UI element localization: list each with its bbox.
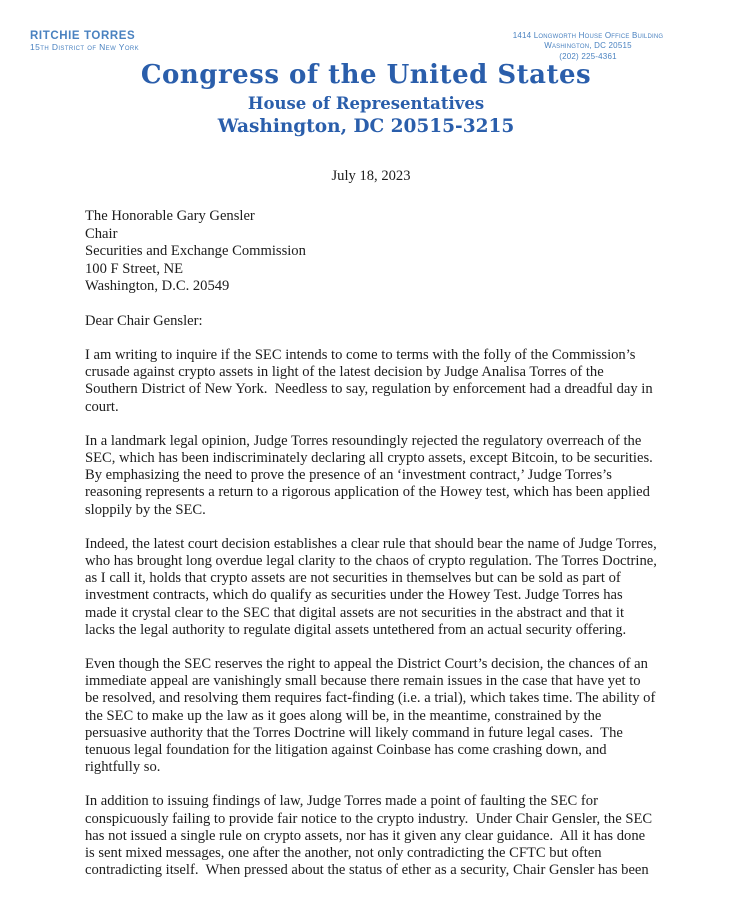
office-phone: (202) 225-4361: [559, 51, 617, 61]
body-paragraph-4: Even though the SEC reserves the right to appeal the District Court’s decision, the chances of an immediate appeal are vanishingly small because there remain issues in the case that have yet to be resolved, and resolving them requires fact-finding (i.e. a trial), which takes time. The ability of the SEC to make up the law as it goes along will be, in the meantime, constrained by the persuasive authority that the Torres Doctrine will likely command in future legal cases. The tenuous legal foundation for the litigation against Coinbase has come crashing down, and rightfully so.: [85, 655, 659, 776]
recipient-street: 100 F Street, NE: [85, 260, 184, 277]
sender-district: 15th District of New York: [30, 42, 140, 53]
recipient-block: [85, 208, 657, 296]
letterhead-subtitle: House of Representatives: [247, 94, 485, 113]
body-paragraph-5: In addition to issuing findings of law, Judge Torres made a point of faulting the SEC for conspicuously failing to provide fair notice to the crypto industry. Under Chair Gensler, the SEC has not issued a single rule on crypto assets, nor has it given any clear guidance. All it has done is sent mixed messages, one after the another, not only contradicting the CFTC but often contradicting itself. When pressed about the status of ether as a security, Chair Gensler has been: [85, 793, 656, 879]
recipient-name: The Honorable Gary Gensler: [85, 208, 255, 225]
office-address-line2: Washington, DC 20515: [544, 41, 632, 51]
body-paragraph-2: In a landmark legal opinion, Judge Torres resoundingly rejected the regulatory overreach of the SEC, which has been indiscriminately declaring all crypto assets, except Bitcoin, to be securities. By emphasizing the need to prove the presence of an ‘investment contract,’ Judge Torres’s reasoning represents a return to a rigorous application of the Howey test, which has been applied sloppily by the SEC.: [85, 432, 661, 518]
salutation: Dear Chair Gensler:: [85, 312, 203, 329]
letterhead-city: Washington, DC 20515-3215: [217, 116, 515, 137]
recipient-city: Washington, D.C. 20549: [85, 278, 230, 295]
office-address-block: [478, 31, 698, 62]
letterhead-title: Congress of the United States: [140, 60, 592, 90]
letterhead-block: [0, 60, 732, 137]
body-paragraph-1: I am writing to inquire if the SEC intends to come to terms with the folly of the Commission’s crusade against crypto assets in light of the latest decision by Judge Analisa Torres of the Southern District of New York. Needless to say, regulation by enforcement had a dreadful day in court.: [85, 346, 657, 415]
date-line: July 18, 2023: [331, 168, 411, 184]
sender-name: RITCHIE TORRES: [30, 30, 136, 42]
body-paragraph-3: Indeed, the latest court decision establishes a clear rule that should bear the name of Judge Torres, who has brought long overdue legal clarity to the chaos of crypto regulation. The Torres Doctrine, as I call it, holds that crypto assets are not securities in themselves but can be sold as part of investment contracts, which do qualify as securities under the Howey Test. Judge Torres has made it crystal clear to the SEC that digital assets are not securities in the abstract and that it lacks the legal authority to regulate digital assets untethered from an actual security offering.: [85, 535, 661, 638]
recipient-org: Securities and Exchange Commission: [85, 243, 306, 260]
recipient-title: Chair: [85, 225, 118, 242]
office-address-line1: 1414 Longworth House Office Building: [512, 31, 664, 40]
sender-block: [30, 30, 139, 53]
letter-body: [85, 168, 661, 896]
